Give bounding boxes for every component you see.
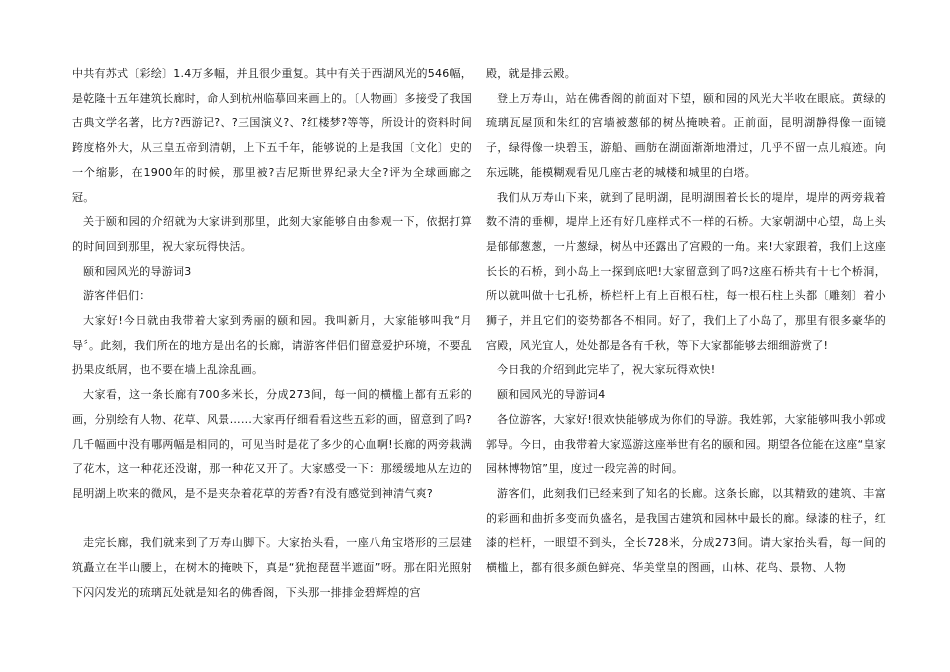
paragraph: 中共有苏式〔彩绘〕1.4万多幅，并且很少重复。其中有关于西湖风光的546幅，是乾隆十五年建筑长廊时，命人到杭州临摹回来画上的。〔人物画〕多接受了我国古典文学名著，比方?西游记?、?三国演义?、?红楼梦?等等，所设计的资料时间跨度格外大，从三皇五帝到清朝，上下五千年，能够说的上是我国〔文化〕史的一个缩影，在1900年的时候，那里被?吉尼斯世界纪录大全?评为全球画廊之冠。 bbox=[72, 67, 472, 204]
paragraph: 今日我的介绍到此完毕了，祝大家玩得欢快! bbox=[497, 363, 716, 377]
paragraph: 我们从万寿山下来，就到了昆明湖，昆明湖围着长长的堤岸，堤岸的两旁栽着数不清的垂柳，堤岸上还有好几座样式不一样的石桥。大家朝湖中心望，岛上头是郁郁葱葱，一片葱绿，树丛中还露出了宫殿的一角。来!大家跟着，我们上这座长长的石桥，到小岛上一探到底吧!大家留意到了吗?这座石桥共有十七个桥洞，所以就叫做十七孔桥，桥栏杆上有上百根石柱，每一根石柱上头都〔雕刻〕着小狮子，并且它们的姿势都各不相同。好了，我们上了小岛了，那里有很多豪华的宫殿，风光宜人，处处都是各有千秋，等下大家都能够去细细游赏了! bbox=[486, 190, 886, 352]
left-column bbox=[72, 62, 472, 605]
greeting: 游客伴侣们： bbox=[83, 289, 151, 303]
blank-line bbox=[72, 507, 472, 532]
paragraph: 游客们，此刻我们已经来到了知名的长廊。这条长廊，以其精致的建筑、丰富的彩画和曲折多变而负盛名，是我国古建筑和园林中最长的廊。绿漆的柱子，红漆的栏杆，一眼望不到头，全长728米，分成273间。请大家抬头看，每一间的横槛上，都有很多颜色鲜亮、华美堂皇的图画，山林、花鸟、景物、人物 bbox=[486, 486, 886, 575]
paragraph: 大家看，这一条长廊有700多米长，分成273间，每一间的横槛上都有五彩的画，分别绘有人物、花草、风景……大家再仔细看看这些五彩的画，留意到了吗?几千幅画中没有哪两幅是相同的，可见当时是花了多少的心血啊!长廊的两旁栽满了花木，这一种花还没谢，那一种花又开了。大家感受一下：那缓缓地从左边的昆明湖上吹来的微风，是不是夹杂着花草的芳香?有没有感觉到神清气爽? bbox=[72, 388, 472, 500]
paragraph: 登上万寿山，站在佛香阁的前面对下望，颐和园的风光大半收在眼底。黄绿的琉璃瓦屋顶和朱红的宫墙被葱郁的树丛掩映着。正前面，昆明湖静得像一面镜子，绿得像一块碧玉，游船、画舫在湖面渐渐地滑过，几乎不留一点儿痕迹。向东远眺，能模糊观看见几座古老的城楼和城里的白塔。 bbox=[486, 91, 886, 179]
paragraph: 殿，就是排云殿。 bbox=[486, 67, 576, 80]
paragraph: 大家好!今日就由我带着大家到秀丽的颐和园。我叫新月，大家能够叫我“月导〞。此刻，我们所在的地方是出名的长廊，请游客伴侣们留意爱护环境，不要乱扔果皮纸屑，也不要在墙上乱涂乱画。 bbox=[72, 314, 472, 377]
paragraph: 各位游客，大家好!很欢快能够成为你们的导游。我姓郭，大家能够叫我小郭或郭导。今日，由我带着大家巡游这座举世有名的颐和园。期望各位能在这座“皇家园林博物馆”里，度过一段完善的时间。 bbox=[486, 412, 886, 476]
section-heading: 颐和园风光的导游词3 bbox=[83, 264, 192, 278]
section-heading: 颐和园风光的导游词4 bbox=[497, 388, 606, 402]
paragraph: 关于颐和园的介绍就为大家讲到那里，此刻大家能够自由参观一下，依据打算的时间回到那里，祝大家玩得快活。 bbox=[72, 215, 472, 253]
paragraph: 走完长廊，我们就来到了万寿山脚下。大家抬头看，一座八角宝塔形的三层建筑矗立在半山腰上，在树木的掩映下，真是“犹抱琵琶半遮面”呀。那在阳光照射下闪闪发光的琉璃瓦处就是知名的佛香阁，下头那一排排金碧辉煌的宫 bbox=[72, 536, 472, 599]
right-column bbox=[486, 62, 886, 581]
